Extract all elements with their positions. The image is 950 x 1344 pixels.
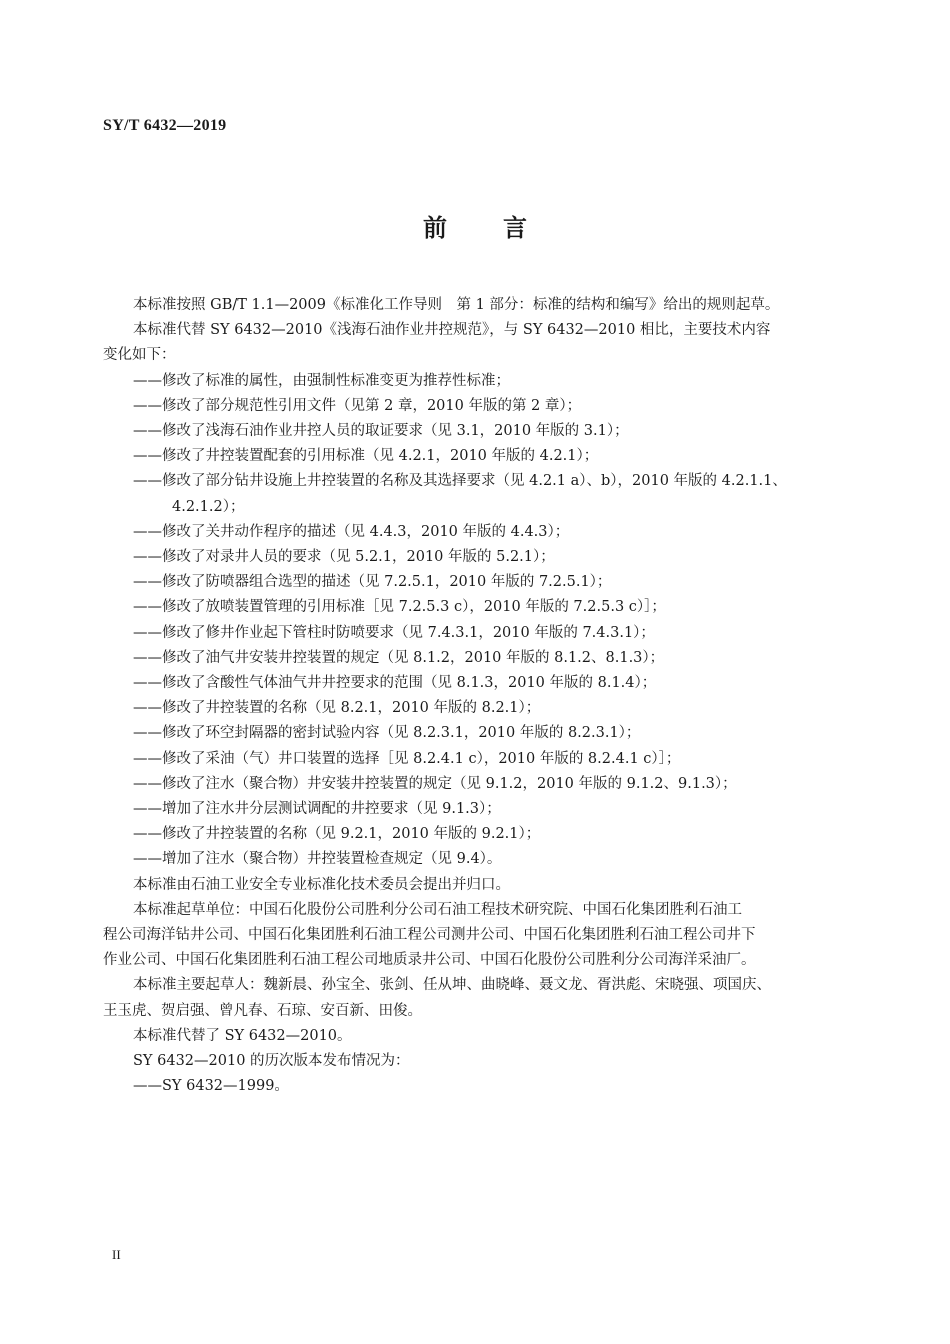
- drafters-line-1: 本标准主要起草人：魏新晨、孙宝全、张剑、任从坤、曲晓峰、聂文龙、胥洪彪、宋晓强、项国庆、: [133, 977, 771, 994]
- intro-paragraph-2-line-1: 本标准代替 SY 6432—2010《浅海石油作业井控规范》，与 SY 6432—2010 相比，主要技术内容: [133, 322, 771, 339]
- page-number: II: [112, 1247, 121, 1262]
- replaces-paragraph: 本标准代替了 SY 6432—2010。: [133, 1027, 352, 1044]
- change-item: ——增加了注水（聚合物）井控装置检查规定（见 9.4）。: [133, 851, 502, 868]
- drafting-units-line-1: 本标准起草单位：中国石化股份公司胜利分公司石油工程技术研究院、中国石化集团胜利石油工: [133, 901, 742, 918]
- title-char-1: 前: [423, 214, 447, 242]
- title-char-2: 言: [503, 214, 527, 242]
- change-item: ——增加了注水井分层测试调配的井控要求（见 9.1.3）；: [133, 801, 501, 818]
- history-item: ——SY 6432—1999。: [133, 1078, 289, 1095]
- change-list: [103, 369, 863, 873]
- change-item: ——修改了环空封隔器的密封试验内容（见 8.2.3.1，2010 年版的 8.2.3.1）；: [133, 725, 641, 742]
- history-intro: SY 6432—2010 的历次版本发布情况为：: [133, 1053, 410, 1070]
- change-item: ——修改了井控装置的名称（见 8.2.1，2010 年版的 8.2.1）；: [133, 700, 541, 717]
- change-item: ——修改了注水（聚合物）井安装井控装置的规定（见 9.1.2，2010 年版的 9.1.2、9.1.3）；: [133, 775, 737, 792]
- change-item: ——修改了井控装置的名称（见 9.2.1，2010 年版的 9.2.1）；: [133, 826, 541, 843]
- change-item: [103, 469, 863, 519]
- drafting-units-line-3: 作业公司、中国石化集团胜利石油工程公司地质录井公司、中国石化股份公司胜利分公司海洋采油厂。: [103, 952, 756, 969]
- change-item: ——修改了采油（气）井口装置的选择［见 8.2.4.1 c），2010 年版的 8.2.4.1 c）］；: [133, 750, 681, 767]
- proposer-paragraph: 本标准由石油工业安全专业标准化技术委员会提出并归口。: [133, 876, 510, 893]
- drafters-line-2: 王玉虎、贺启强、曾凡春、石琼、安百新、田俊。: [103, 1002, 422, 1019]
- change-item: ——修改了关井动作程序的描述（见 4.4.3，2010 年版的 4.4.3）；: [133, 523, 570, 540]
- change-item: ——修改了防喷器组合选型的描述（见 7.2.5.1，2010 年版的 7.2.5.1）；: [133, 574, 612, 591]
- change-item-text: ——修改了部分钻井设施上井控装置的名称及其选择要求（见 4.2.1 a）、b），2010 年版的 4.2.1.1、: [133, 473, 787, 490]
- change-item: ——修改了标准的属性，由强制性标准变更为推荐性标准；: [133, 372, 510, 389]
- change-item-continuation: 4.2.1.2）；: [172, 498, 245, 515]
- change-item: ——修改了油气井安装井控装置的规定（见 8.1.2，2010 年版的 8.1.2、8.1.3）；: [133, 649, 665, 666]
- change-item: ——修改了放喷装置管理的引用标准［见 7.2.5.3 c），2010 年版的 7.2.5.3 c）］；: [133, 599, 666, 616]
- standard-code: SY/T 6432—2019: [103, 117, 227, 134]
- change-item: ——修改了修井作业起下管柱时防喷要求（见 7.4.3.1，2010 年版的 7.4.3.1）；: [133, 624, 655, 641]
- change-item: ——修改了含酸性气体油气井井控要求的范围（见 8.1.3，2010 年版的 8.1.4）；: [133, 675, 657, 692]
- foreword-body: [103, 293, 863, 1100]
- change-item: ——修改了浅海石油作业井控人员的取证要求（见 3.1，2010 年版的 3.1）；: [133, 423, 629, 440]
- change-item: ——修改了井控装置配套的引用标准（见 4.2.1，2010 年版的 4.2.1）；: [133, 448, 599, 465]
- change-item: ——修改了对录井人员的要求（见 5.2.1，2010 年版的 5.2.1）；: [133, 549, 555, 566]
- page-title: [0, 208, 950, 243]
- intro-paragraph-1: 本标准按照 GB/T 1.1—2009《标准化工作导则 第 1 部分：标准的结构和编写》给出的规则起草。: [133, 297, 780, 313]
- drafting-units-line-2: 程公司海洋钻井公司、中国石化集团胜利石油工程公司测井公司、中国石化集团胜利石油工程公司井下: [103, 927, 756, 944]
- change-item: ——修改了部分规范性引用文件（见第 2 章，2010 年版的第 2 章）；: [133, 397, 582, 414]
- intro-paragraph-2-line-2: 变化如下：: [103, 347, 176, 364]
